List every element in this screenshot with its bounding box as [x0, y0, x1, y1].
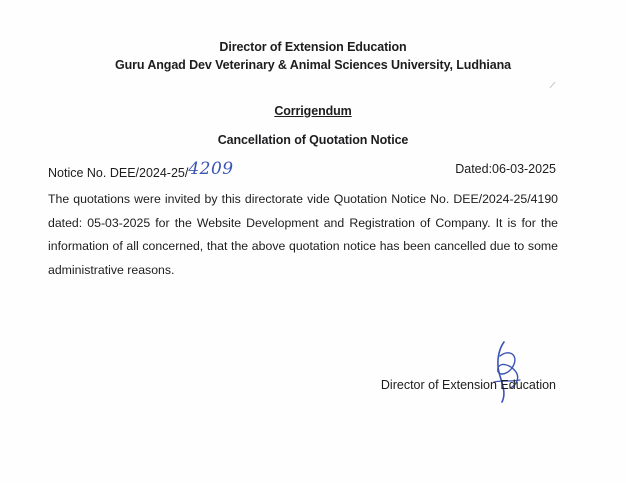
signature — [476, 336, 536, 406]
notice-date: Dated:06-03-2025 — [455, 162, 556, 176]
university-heading: Guru Angad Dev Veterinary & Animal Sciences University, Ludhiana — [114, 58, 512, 72]
notice-number — [48, 159, 234, 182]
body-paragraph: The quotations were invited by this directorate vide Quotation Notice No. DEE/2024-25/4190 dated: 05-03-2025 for the Website Development and Registration of Company. It is for the information of all concerned, that the above quotation notice has been cancelled due to some administrative reasons. — [48, 192, 558, 277]
stray-pen-mark — [548, 80, 558, 90]
signatory-title: Director of Extension Education — [380, 378, 556, 392]
notice-line — [48, 159, 556, 182]
document-title: Corrigendum — [274, 104, 352, 118]
document-subject: Cancellation of Quotation Notice — [217, 133, 409, 147]
notice-number-prefix: Notice No. DEE/2024-25/ — [48, 166, 189, 180]
handwritten-number: 4209 — [188, 159, 234, 179]
office-heading: Director of Extension Education — [219, 40, 407, 54]
